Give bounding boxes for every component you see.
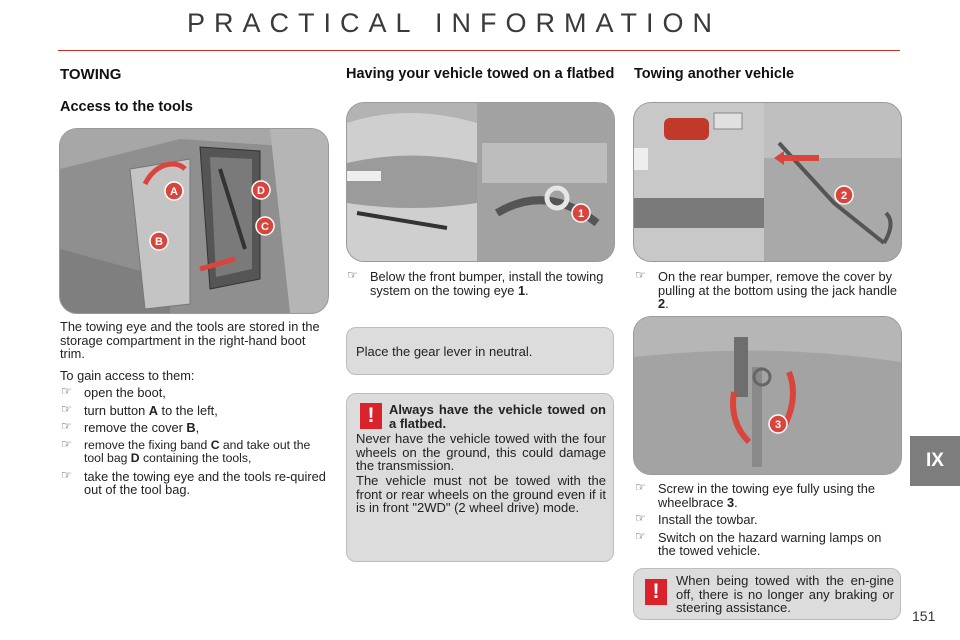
step-text-tail: . (734, 494, 738, 510)
callout-b-label: B (155, 236, 163, 248)
list-item (634, 513, 902, 527)
list-item (346, 270, 614, 297)
step-text: Install the towbar. (658, 512, 758, 527)
warning-paragraph-1: Never have the vehicle towed with the four wheels on the ground, this could damage the transmission. (356, 431, 606, 473)
subheading-access-tools: Access to the tools (60, 99, 193, 115)
pointing-finger-icon: ☞ (635, 268, 646, 282)
step-ref: A (148, 402, 158, 418)
step-text-tail: . (665, 296, 669, 311)
right-step-1 (634, 270, 902, 315)
callout-c-label: C (261, 221, 269, 233)
title-divider (58, 50, 900, 51)
right-steps (634, 482, 902, 562)
left-text-block (60, 320, 328, 501)
step-text: take the towing eye and the tools re-quired out of the tool bag. (84, 468, 326, 497)
list-item (60, 401, 328, 418)
list-item (634, 482, 902, 509)
pointing-finger-icon: ☞ (635, 480, 646, 494)
rear-bumper-photo (633, 102, 902, 262)
boot-tools-photo (59, 128, 329, 314)
callout-a-label: A (170, 186, 178, 198)
rear-bumper-illustration (634, 103, 901, 261)
middle-step (346, 270, 614, 301)
towed-warning-text: When being towed with the en-gine off, there is no longer any braking or steering assistance. (676, 573, 894, 615)
pointing-finger-icon: ☞ (347, 268, 358, 282)
exclamation-warning-icon: ! (645, 579, 667, 605)
list-item (60, 386, 328, 400)
towing-eye-photo (633, 316, 902, 475)
towing-eye-illustration (634, 317, 901, 474)
towed-warning-box (633, 568, 901, 620)
list-item (60, 467, 328, 497)
step-text-tail: to the left, (158, 402, 218, 418)
step-text: Screw in the towing eye fully using the wheelbrace (658, 481, 875, 510)
pointing-finger-icon: ☞ (635, 511, 646, 525)
intro-paragraph: The towing eye and the tools are stored in the storage compartment in the right-hand boot trim. (60, 319, 320, 361)
step-ref: C (210, 437, 220, 452)
exclamation-warning-icon: ! (360, 403, 382, 429)
front-bumper-photo (346, 102, 615, 262)
step-ref: 1 (517, 282, 526, 298)
chapter-tab: IX (910, 436, 960, 486)
flatbed-warning-box (346, 393, 614, 562)
pointing-finger-icon: ☞ (61, 384, 72, 398)
list-item (634, 528, 902, 558)
lead-text: To gain access to them: (60, 367, 195, 383)
pointing-finger-icon: ☞ (61, 419, 72, 433)
neutral-note-box (346, 327, 614, 375)
step-ref: 3 (727, 494, 735, 510)
warning-paragraph-2: The vehicle must not be towed with the front or rear wheels on the ground even if it is in front "2WD" (2 wheel drive) mode. (356, 473, 606, 515)
step-text: remove the cover (84, 420, 187, 435)
step-text: open the boot, (84, 385, 166, 400)
callout-2-label: 2 (841, 190, 848, 202)
section-heading-towing-another: Towing another vehicle (634, 66, 795, 82)
step-text: remove the fixing band (84, 437, 211, 452)
step-ref: 2 (658, 296, 666, 311)
section-heading-towing: TOWING (60, 66, 122, 83)
callout-d-label: D (257, 185, 265, 197)
front-bumper-illustration (347, 103, 614, 261)
list-item (60, 436, 328, 466)
page-number: 151 (912, 608, 936, 624)
page-title: PRACTICAL INFORMATION (186, 8, 721, 38)
list-item (634, 270, 902, 311)
section-heading-flatbed: Having your vehicle towed on a flatbed (346, 66, 615, 82)
step-text: turn button (84, 402, 149, 418)
callout-3-label: 3 (775, 419, 782, 431)
pointing-finger-icon: ☞ (61, 401, 72, 416)
pointing-finger-icon: ☞ (61, 467, 72, 482)
step-text: Switch on the hazard warning lamps on the towed vehicle. (658, 529, 882, 558)
step-text-tail: , (195, 420, 200, 435)
boot-tools-illustration (60, 129, 328, 313)
pointing-finger-icon: ☞ (635, 528, 646, 543)
step-ref-2: D (130, 451, 140, 465)
step-text: On the rear bumper, remove the cover by pulling at the bottom using the jack handle (658, 269, 898, 298)
step-text: Below the front bumper, install the towing system on the towing eye (370, 269, 604, 298)
pointing-finger-icon: ☞ (61, 436, 72, 451)
list-item (60, 421, 328, 435)
step-text-tail: . (525, 282, 529, 298)
step-ref: B (186, 420, 196, 435)
warning-title: Always have the vehicle towed on a flatbed. (389, 402, 606, 431)
neutral-note-text: Place the gear lever in neutral. (356, 344, 533, 359)
step-text-mid: and take out the tool bag (84, 437, 311, 465)
step-text-tail: containing the tools, (139, 451, 252, 465)
callout-1-label: 1 (578, 208, 585, 220)
